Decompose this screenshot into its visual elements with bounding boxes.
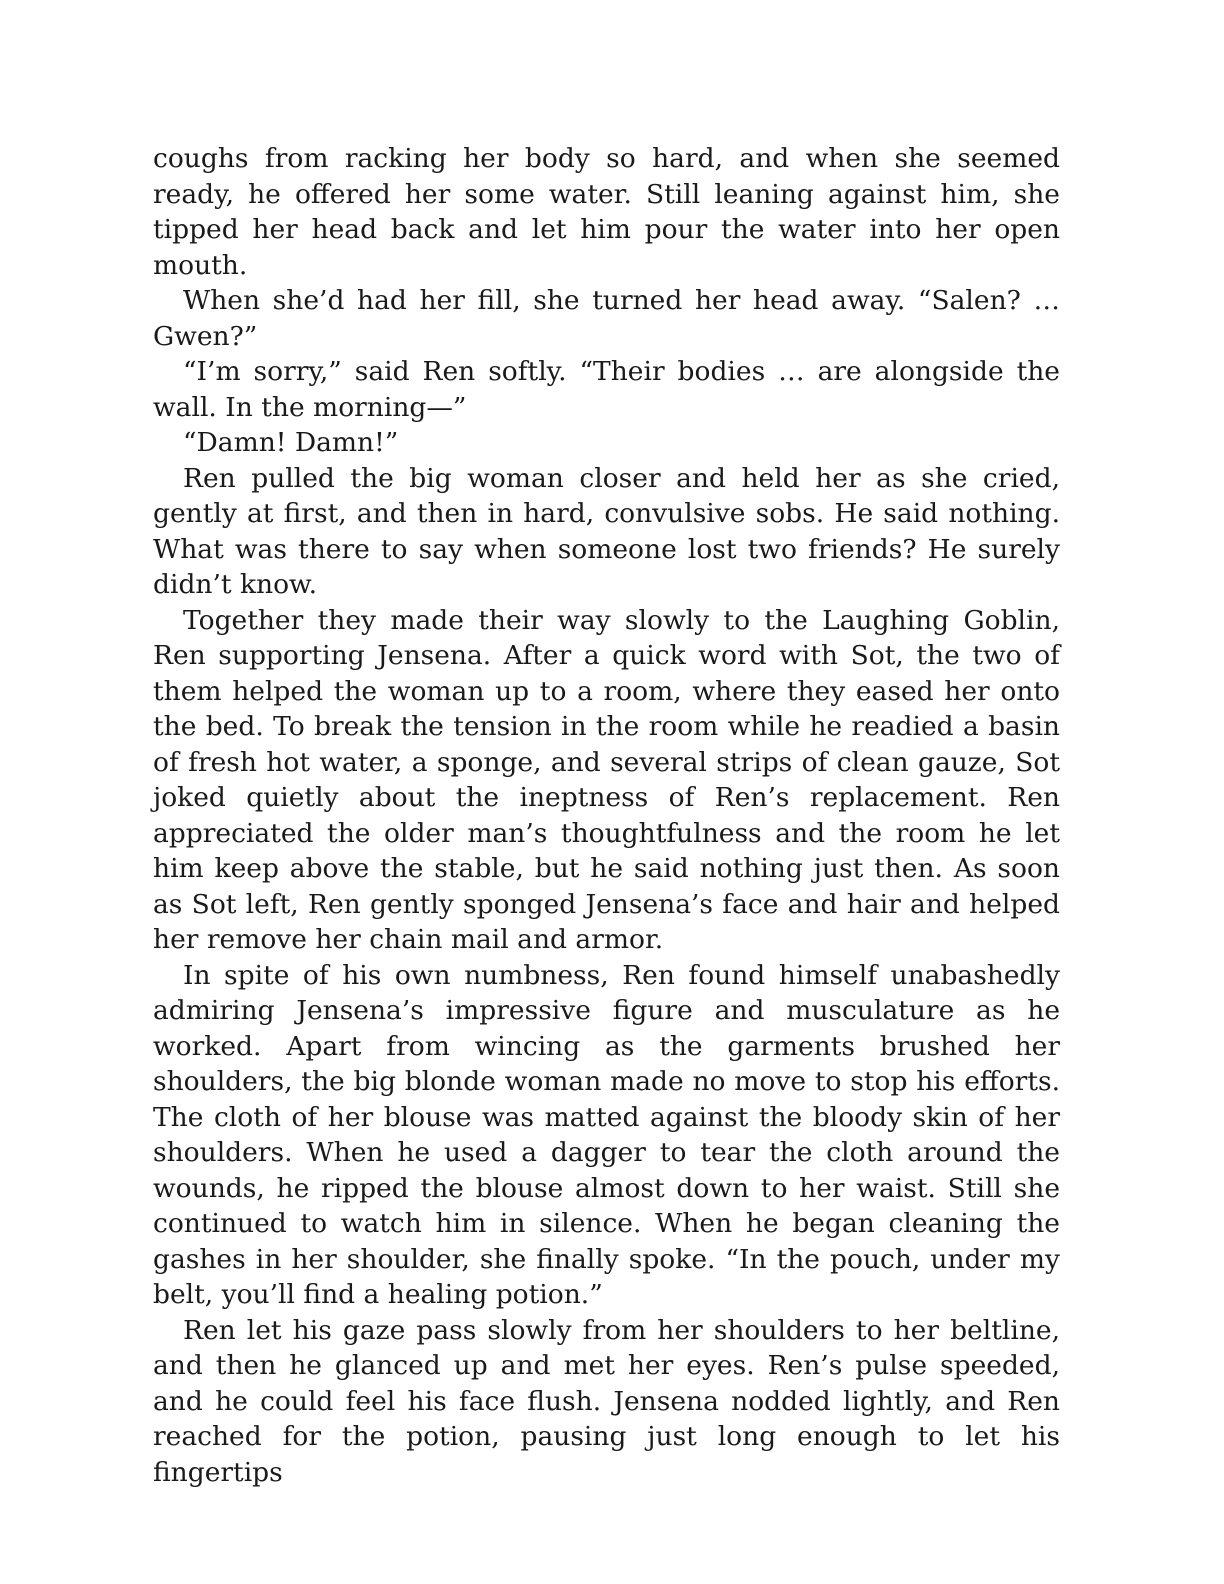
paragraph-6: Together they made their way slowly to the Laughing Goblin, Ren supporting Jensena. After a quick word with Sot, the two of them helped the woman up to a room, where they eased her onto the bed. To break the tension in the room while he readied a basin of fresh hot water, a sponge, and several strips of clean gauze, Sot joked quietly about the ineptness of Ren’s replacement. Ren appreciated the older man’s thoughtfulness and the room he let him keep above the stable, but he said nothing just then. As soon as Sot left, Ren gently sponged Jensena’s face and hair and helped her remove her chain mail and armor.	[153, 604, 1060, 955]
paragraph-4: “Damn! Damn!”	[183, 427, 399, 458]
paragraph-1: coughs from racking her body so hard, and when she seemed ready, he offered her some water. Still leaning against him, she tipped her head back and let him pour the water into her open mouth.	[153, 143, 1060, 281]
paragraph-7: In spite of his own numbness, Ren found himself unabashedly admiring Jensena’s impressive figure and musculature as he worked. Apart from wincing as the garments brushed her shoulders, the big blonde woman made no move to stop his efforts. The cloth of her blouse was matted against the bloody skin of her shoulders. When he used a dagger to tear the cloth around the wounds, he ripped the blouse almost down to her waist. Still she continued to watch him in silence. When he began cleaning the gashes in her shoulder, she finally spoke. “In the pouch, under my belt, you’ll find a healing potion.”	[153, 959, 1060, 1310]
paragraph-5: Ren pulled the big woman closer and held her as she cried, gently at first, and then in hard, convulsive sobs. He said nothing. What was there to say when someone lost two friends? He surely didn’t know.	[153, 462, 1060, 600]
paragraph-3: “I’m sorry,” said Ren softly. “Their bodies … are alongside the wall. In the morning—”	[153, 356, 1060, 423]
paragraph-8: Ren let his gaze pass slowly from her shoulders to her beltline, and then he glanced up and met her eyes. Ren’s pulse speeded, and he could feel his face flush. Jensena nodded lightly, and Ren reached for the potion, pausing just long enough to let his fingertips	[153, 1314, 1060, 1488]
page-body	[153, 141, 1060, 1490]
paragraph-2: When she’d had her fill, she turned her head away. “Salen? … Gwen?”	[153, 285, 1060, 352]
